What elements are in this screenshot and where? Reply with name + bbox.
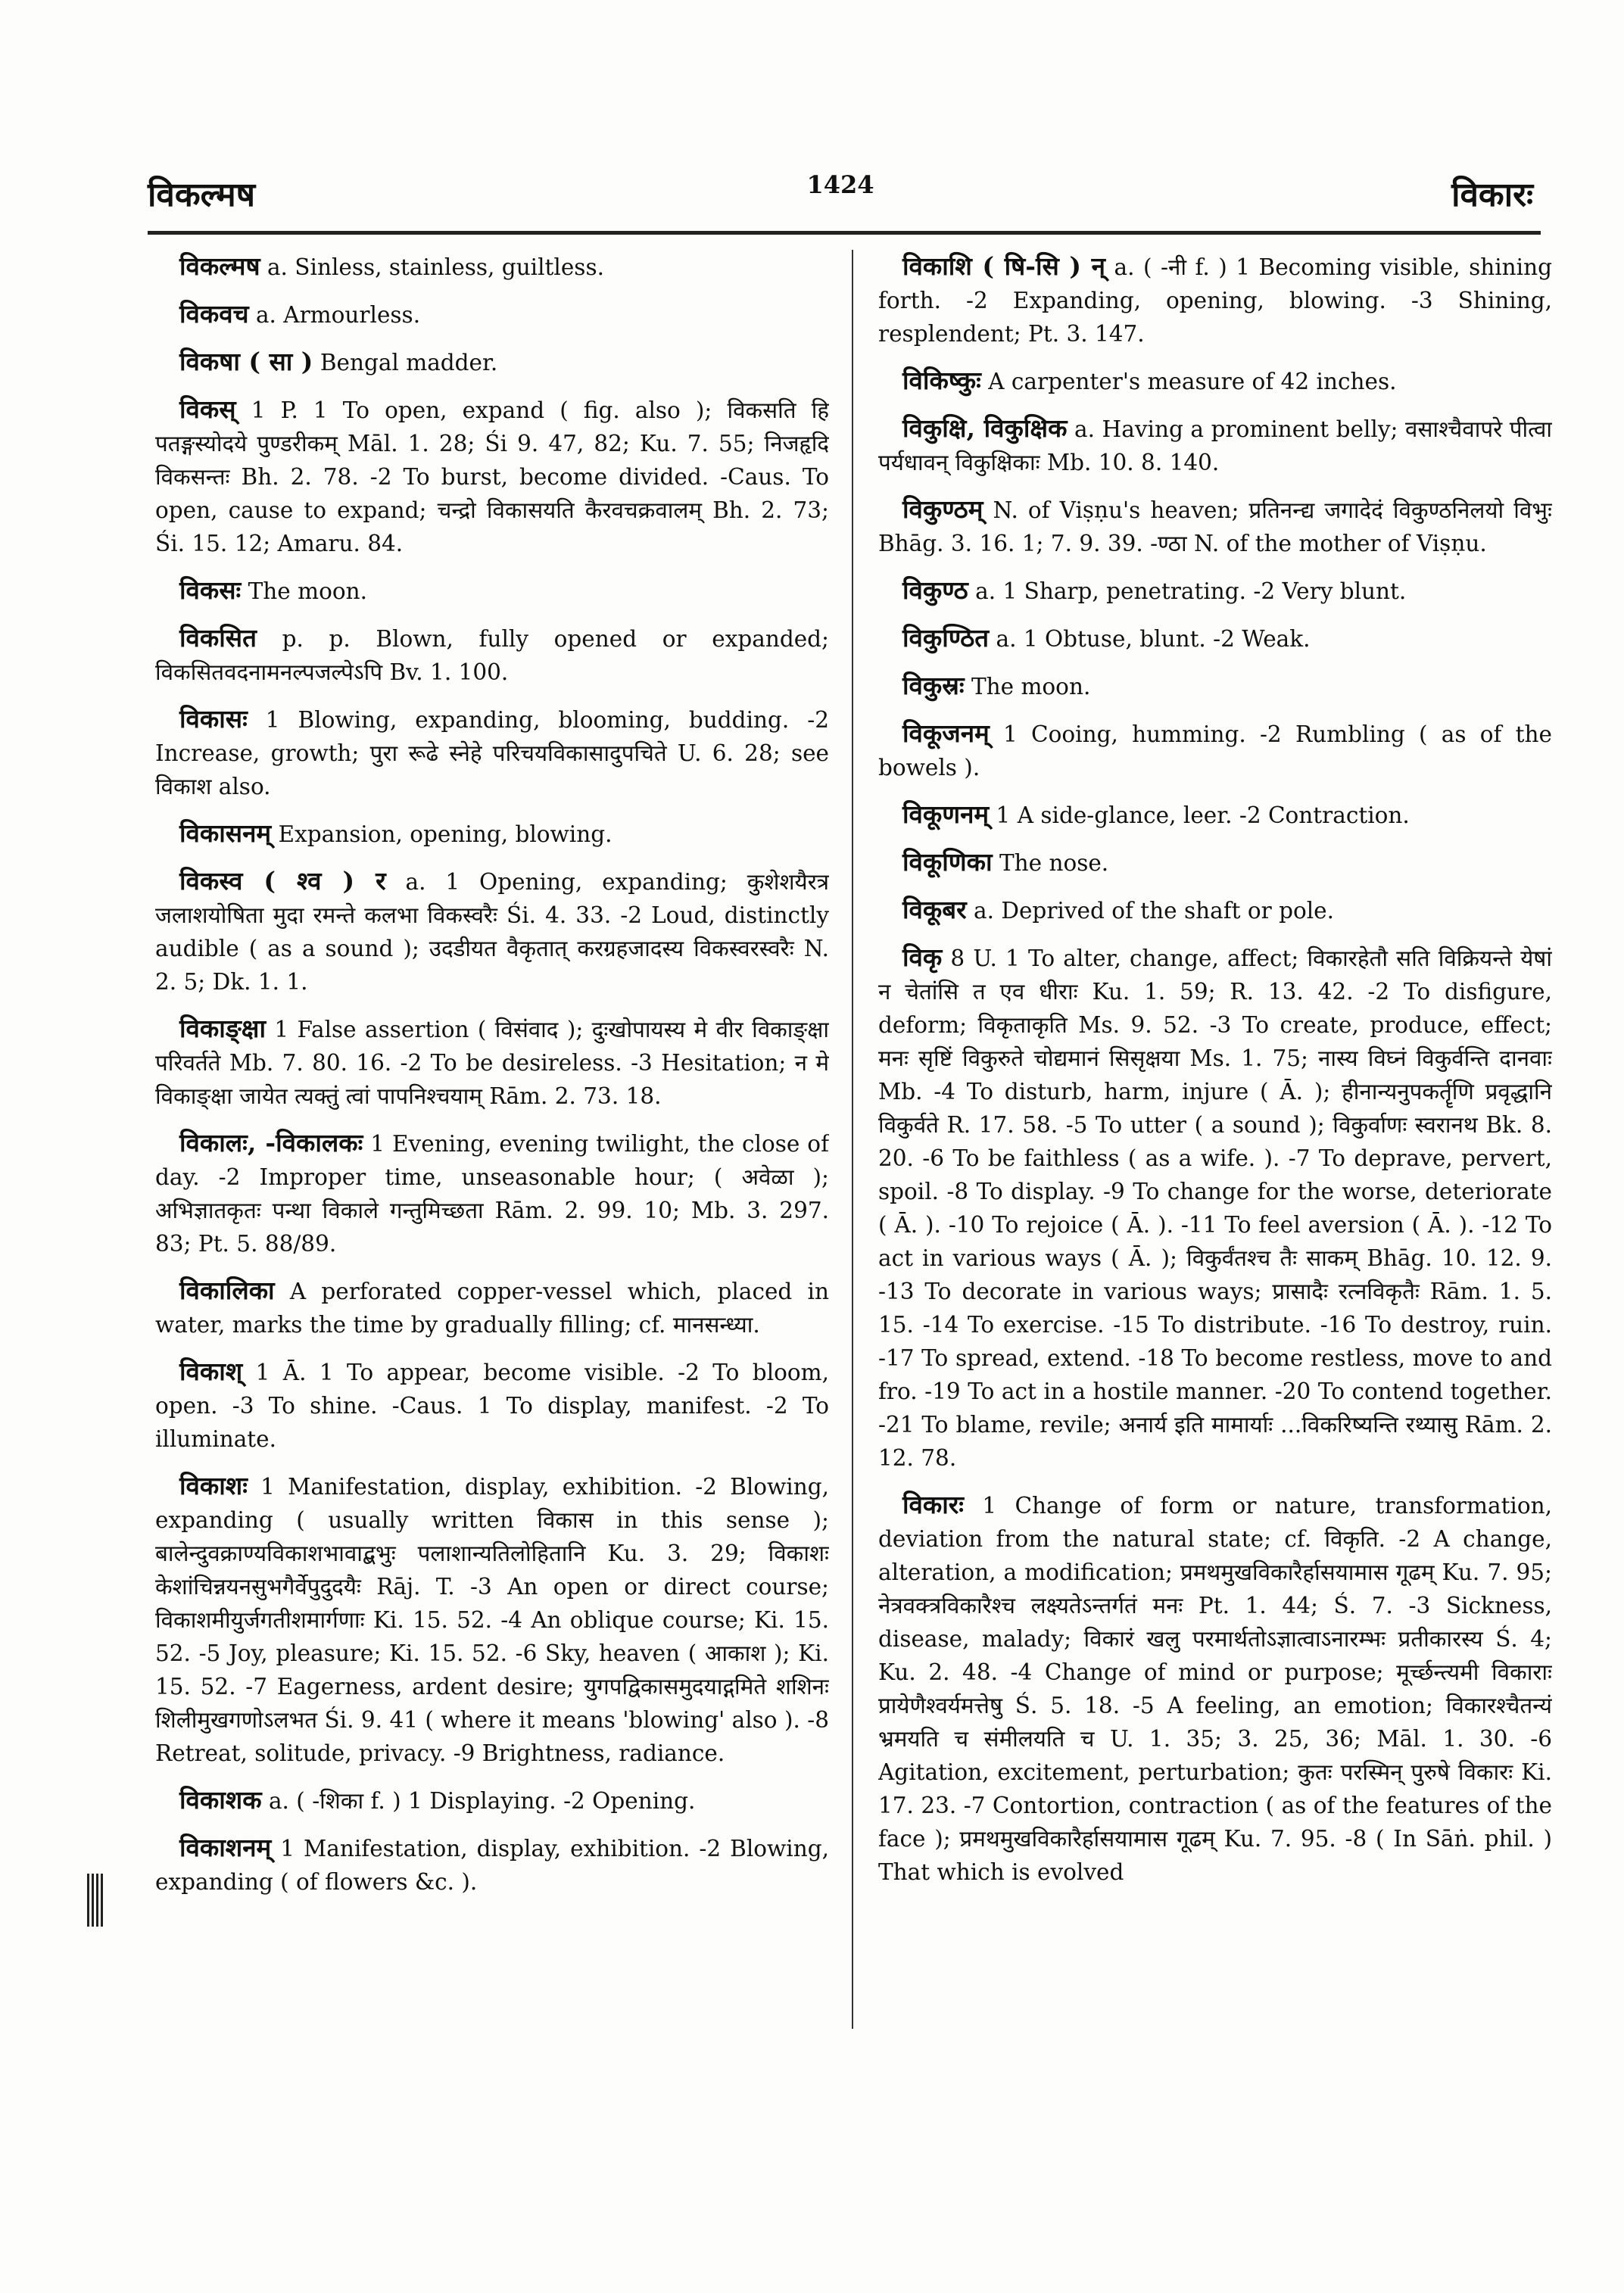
- left-running-headword: विकल्मष: [148, 176, 256, 214]
- dictionary-entry: [878, 493, 1552, 560]
- header-rule: [148, 231, 1541, 235]
- entry-headword: विकाशः: [179, 1471, 248, 1500]
- entry-definition: a. ( -नी f. ) 1 Becoming visible, shining forth. -2 Expanding, opening, blowing. -3 Shining, resplendent; Pt. 3. 147.: [878, 254, 1552, 347]
- dictionary-entry: [155, 574, 829, 608]
- entry-definition: The moon.: [971, 674, 1091, 699]
- entry-definition: 8 U. 1 To alter, change, affect; विकारहेतौ सति विक्रियन्ते येषां न चेतांसि त एव धीराः Ku. 1. 59; R. 13. 42. -2 To disfigure, deform; विकृताकृति Ms. 9. 52. -3 To create, produce, effect; मनः सृष्टिं विकुरुते चोद्यमानं सिसृक्षया Ms. 1. 75; नास्य विघ्नं विकुर्वन्ति दानवाः Mb. -4 To disturb, harm, injure ( Ā. ); हीनान्यनुपकर्तॄणि प्रवृद्धानि विकुर्वते R. 17. 58. -5 To utter ( a sound ); विकुर्वाणः स्वरानथ Bk. 8. 20. -6 To be faithless ( as a wife. ). -7 To deprave, pervert, spoil. -8 To display. -9 To change for the worse, deteriorate ( Ā. ). -10 To rejoice ( Ā. ). -11 To feel aversion ( Ā. ). -12 To act in various ways ( Ā. ); विकुर्वंतश्च तैः साकम् Bhāg. 10. 12. 9. -13 To decorate in various ways; प्रासादैः रत्नविकृतैः Rām. 1. 5. 15. -14 To exercise. -15 To distribute. -16 To destroy, ruin. -17 To spread, extend. -18 To become restless, move to and fro. -19 To act in a hostile manner. -20 To contend together. -21 To blame, revile; अनार्य इति मामार्याः ...विकरिष्यन्ति रथ्यासु Rām. 2. 12. 78.: [878, 946, 1552, 1471]
- entry-headword: विकषा ( सा ): [179, 347, 313, 376]
- dictionary-entry: [155, 1274, 829, 1341]
- entry-definition: Expansion, opening, blowing.: [278, 821, 613, 847]
- entry-definition: a. Armourless.: [255, 302, 421, 328]
- column-divider: [852, 250, 853, 2029]
- dictionary-entry: [155, 1784, 829, 1818]
- entry-headword: विकासः: [179, 704, 248, 734]
- entry-definition: The moon.: [248, 578, 367, 604]
- entry-headword: विकाशि ( षि-सि ) न्: [902, 251, 1105, 281]
- dictionary-entry: [878, 364, 1552, 398]
- dictionary-entry: [878, 893, 1552, 927]
- entry-headword: विकासनम्: [179, 818, 272, 848]
- entry-headword: विकसित: [179, 623, 257, 653]
- entry-definition: A carpenter's measure of 42 inches.: [988, 369, 1397, 394]
- entry-headword: विकालः, -विकालकः: [179, 1128, 363, 1157]
- entry-definition: a. Deprived of the shaft or pole.: [973, 898, 1335, 924]
- dictionary-entry: [878, 574, 1552, 608]
- dictionary-entry: [155, 298, 829, 332]
- entry-headword: विकालिका: [179, 1276, 275, 1305]
- entry-definition: 1 Manifestation, display, exhibition. -2 Blowing, expanding ( of flowers &c. ).: [155, 1836, 829, 1895]
- entry-definition: 1 Cooing, humming. -2 Rumbling ( as of the bowels ).: [878, 721, 1552, 780]
- entry-headword: विकुण्ठित: [902, 623, 990, 653]
- entry-definition: 1 A side-glance, leer. -2 Contraction.: [996, 802, 1410, 828]
- entry-headword: विकस्: [179, 394, 236, 424]
- entry-headword: विकसः: [179, 575, 242, 605]
- entry-headword: विकूबर: [902, 895, 967, 924]
- dictionary-entry: [155, 703, 829, 803]
- entry-definition: p. p. Blown, fully opened or expanded; विकसितवदनामनल्पजल्पेऽपि Bv. 1. 100.: [155, 626, 829, 685]
- dictionary-entry: [878, 798, 1552, 832]
- entry-headword: विकल्मष: [179, 251, 260, 281]
- dictionary-entry: [155, 250, 829, 284]
- page-header: [148, 170, 1533, 223]
- entry-definition: a. ( -शिका f. ) 1 Displaying. -2 Opening.: [268, 1788, 696, 1814]
- entry-headword: विकुण्ठ: [902, 575, 968, 605]
- dictionary-entry: [155, 1831, 829, 1899]
- right-running-headword: विकारः: [1451, 176, 1533, 214]
- entry-definition: 1 Evening, evening twilight, the close of day. -2 Improper time, unseasonable hour; ( अवेळा ); अभिज्ञातकृतः पन्था विकाले गन्तुमिच्छता Rām. 2. 99. 10; Mb. 3. 297. 83; Pt. 5. 88/89.: [155, 1131, 829, 1257]
- entry-definition: 1 Blowing, expanding, blooming, budding. -2 Increase, growth; पुरा रूढे स्नेहे परिचयविकासादुपचिते U. 6. 28; see विकाश also.: [155, 707, 829, 799]
- entry-headword: विकृ: [902, 942, 943, 972]
- dictionary-entry: [155, 622, 829, 689]
- dictionary-entry: [878, 941, 1552, 1475]
- entry-headword: विकाशक: [179, 1785, 262, 1815]
- entry-headword: विकारः: [902, 1490, 964, 1519]
- dictionary-entry: [878, 717, 1552, 784]
- margin-scan-mark: [87, 1874, 104, 1927]
- dictionary-entry: [155, 1355, 829, 1456]
- dictionary-entry: [878, 622, 1552, 656]
- entry-definition: 1 Ā. 1 To appear, become visible. -2 To bloom, open. -3 To shine. -Caus. 1 To display, manifest. -2 To illuminate.: [155, 1360, 829, 1452]
- entry-headword: विकुस्रः: [902, 671, 965, 700]
- entry-definition: 1 Manifestation, display, exhibition. -2 Blowing, expanding ( usually written विकास in this sense ); बालेन्दुवक्राण्यविकाशभावाद्बभुः पलाशान्यतिलोहितानि Ku. 3. 29; विकाशः केशांचिन्नयनसुभगैर्वेपुदुदयैः Rāj. T. -3 An open or direct course; विकाशमीयुर्जगतीशमार्गणाः Ki. 15. 52. -4 An oblique course; Ki. 15. 52. -5 Joy, pleasure; Ki. 15. 52. -6 Sky, heaven ( आकाश ); Ki. 15. 52. -7 Eagerness, ardent desire; युगपद्विकासमुदयाद्गमिते शशिनः शिलीमुखगणोऽलभत Śi. 9. 41 ( where it means 'blowing' also ). -8 Retreat, solitude, privacy. -9 Brightness, radiance.: [155, 1474, 829, 1766]
- entry-definition: a. Having a prominent belly; वसाश्चैवापरे पीत्वा पर्यधावन् विकुक्षिकाः Mb. 10. 8. 140.: [878, 416, 1552, 475]
- entry-definition: The nose.: [999, 850, 1109, 876]
- page-number: 1424: [806, 170, 874, 199]
- dictionary-entry: [155, 817, 829, 851]
- entry-headword: विकुक्षि, विकुक्षिक: [902, 413, 1068, 443]
- dictionary-entry: [878, 846, 1552, 880]
- entry-headword: विकिष्कुः: [902, 366, 981, 395]
- entry-definition: A perforated copper-vessel which, placed in water, marks the time by gradually filling; cf. मानसन्ध्या.: [155, 1279, 829, 1338]
- entry-headword: विकूणनम्: [902, 799, 990, 829]
- dictionary-entry: [155, 1469, 829, 1770]
- entry-headword: विकस्व ( श्व ) र: [179, 866, 386, 896]
- entry-headword: विकाश्: [179, 1357, 243, 1386]
- entry-headword: विकुण्ठम्: [902, 494, 983, 524]
- entry-headword: विकाशनम्: [179, 1833, 272, 1862]
- left-column: [155, 250, 829, 2188]
- entry-definition: a. 1 Opening, expanding; कुशेशयैरत्र जलाशयोषिता मुदा रमन्ते कलभा विकस्वरैः Śi. 4. 33. -2 Loud, distinctly audible ( as a sound ); उदडीयत वैकृतात् करग्रहजादस्य विकस्वरस्वरैः N. 2. 5; Dk. 1. 1.: [155, 869, 829, 995]
- dictionary-entry: [155, 865, 829, 999]
- entry-headword: विकाङ्क्षा: [179, 1014, 267, 1043]
- right-column: [878, 250, 1552, 2188]
- entry-definition: N. of Viṣṇu's heaven; प्रतिनन्द्य जगादेदं विकुण्ठनिलयो विभुः Bhāg. 3. 16. 1; 7. 9. 39. -ण्ठा N. of the mother of Viṣṇu.: [878, 497, 1552, 556]
- dictionary-entry: [878, 669, 1552, 703]
- dictionary-entry: [878, 250, 1552, 350]
- entry-headword: विकूजनम्: [902, 718, 990, 748]
- entry-definition: 1 False assertion ( विसंवाद ); दुःखोपायस्य मे वीर विकाङ्क्षा परिवर्तते Mb. 7. 80. 16. -2 To be desireless. -3 Hesitation; न मे विकाङ्क्षा जायेत त्यक्तुं त्वां पापनिश्चयाम् Rām. 2. 73. 18.: [155, 1017, 829, 1109]
- entry-headword: विकवच: [179, 299, 249, 329]
- entry-definition: a. Sinless, stainless, guiltless.: [267, 254, 604, 280]
- dictionary-entry: [878, 412, 1552, 479]
- entry-definition: a. 1 Sharp, penetrating. -2 Very blunt.: [975, 578, 1407, 604]
- dictionary-entry: [155, 345, 829, 379]
- dictionary-entry: [878, 1488, 1552, 1889]
- dictionary-entry: [155, 1126, 829, 1260]
- dictionary-entry: [155, 1012, 829, 1113]
- dictionary-entry: [155, 393, 829, 560]
- entry-definition: Bengal madder.: [320, 350, 498, 375]
- entry-headword: विकूणिका: [902, 847, 993, 877]
- entry-definition: 1 P. 1 To open, expand ( fig. also ); विकसति हि पतङ्गस्योदये पुण्डरीकम् Māl. 1. 28; Śi 9. 47, 82; Ku. 7. 55; निजहृदि विकसन्तः Bh. 2. 78. -2 To burst, become divided. -Caus. To open, cause to expand; चन्द्रो विकासयति कैरवचक्रवालम् Bh. 2. 73; Śi. 15. 12; Amaru. 84.: [155, 397, 829, 556]
- entry-definition: a. 1 Obtuse, blunt. -2 Weak.: [996, 626, 1311, 652]
- entry-definition: 1 Change of form or nature, transformation, deviation from the natural state; cf. विकृति. -2 A change, alteration, a modification; प्रमथमुखविकारैर्हासयामास गूढम् Ku. 7. 95; नेत्रवक्त्रविकारैश्च लक्ष्यतेऽन्तर्गतं मनः Pt. 1. 44; Ś. 7. -3 Sickness, disease, malady; विकारं खलु परमार्थतोऽज्ञात्वाऽनारम्भः प्रतीकारस्य Ś. 4; Ku. 2. 48. -4 Change of mind or purpose; मूर्च्छन्त्यमी विकाराः प्रायेणैश्वर्यमत्तेषु Ś. 5. 18. -5 A feeling, an emotion; विकारश्चैतन्यं भ्रमयति च संमीलयति च U. 1. 35; 3. 25, 36; Māl. 1. 30. -6 Agitation, excitement, perturbation; कुतः परस्मिन् पुरुषे विकारः Ki. 17. 23. -7 Contortion, contraction ( as of the features of the face ); प्रमथमुखविकारैर्हासयामास गूढम् Ku. 7. 95. -8 ( In Sāṅ. phil. ) That which is evolved: [878, 1493, 1552, 1885]
